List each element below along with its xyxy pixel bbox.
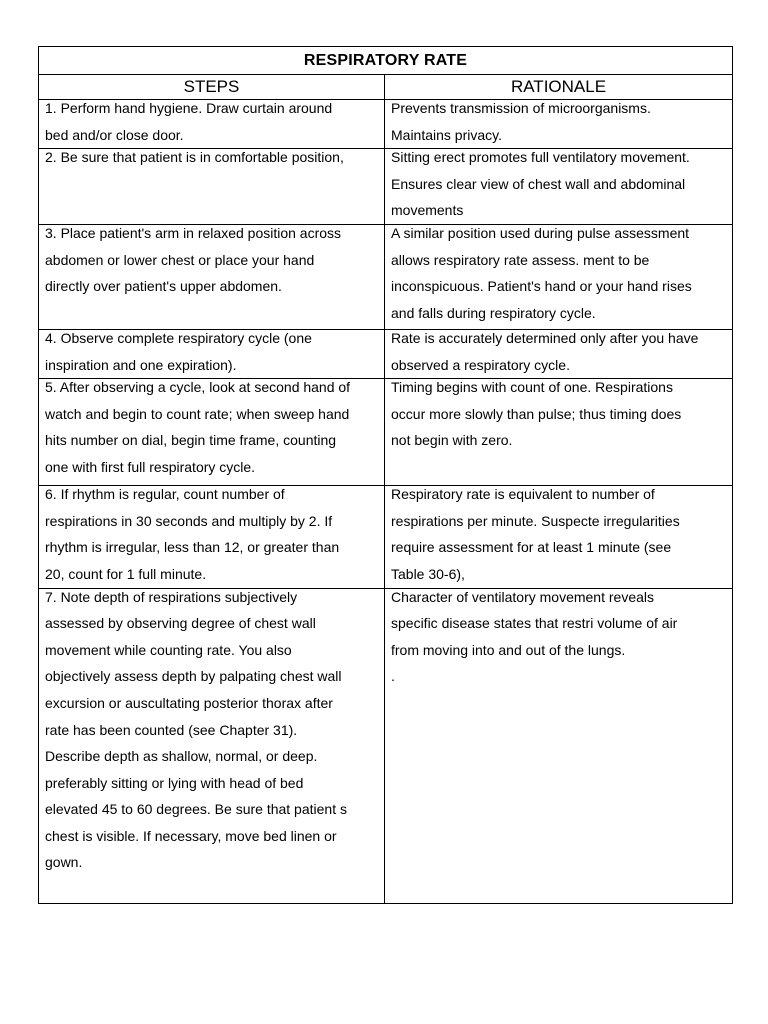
- step-text: 7. Note depth of respirations subjectively assessed by observing degree of chest wall movement while counting rate. You also objectively assess depth by palpating chest wall excursion or auscultating posterior thorax after rate has been counted (see Chapter 31). Describe depth as shallow, normal, or deep. preferably sitting or lying with head of bed elevated 45 to 60 degrees. Be sure that patient s chest is visible. If necessary, move bed linen or gown.: [45, 588, 347, 871]
- step-cell: [39, 588, 385, 903]
- step-cell: [39, 379, 385, 486]
- step-cell: [39, 329, 385, 378]
- table-row: [39, 486, 733, 588]
- table-row: [39, 100, 733, 149]
- rationale-cell: [385, 329, 733, 378]
- table-row: [39, 224, 733, 329]
- table-row: [39, 149, 733, 225]
- steps-header: STEPS: [39, 75, 385, 100]
- table-title: RESPIRATORY RATE: [39, 47, 733, 75]
- rationale-header: RATIONALE: [385, 75, 733, 100]
- step-text: 2. Be sure that patient is in comfortable position,: [45, 149, 344, 166]
- table-row: [39, 588, 733, 903]
- rationale-text: Character of ventilatory movement reveals specific disease states that restri volume of air from moving into and out of the lungs. .: [391, 588, 678, 685]
- rationale-text: Respiratory rate is equivalent to number of respirations per minute. Suspecte irregularities require assessment for at least 1 minute (see Table 30-6),: [391, 486, 680, 582]
- rationale-text: Timing begins with count of one. Respirations occur more slowly than pulse; thus timing does not begin with zero.: [391, 379, 682, 449]
- step-text: 3. Place patient's arm in relaxed position across abdomen or lower chest or place your hand directly over patient's upper abdomen.: [45, 224, 342, 295]
- table-row: [39, 379, 733, 486]
- step-text: 4. Observe complete respiratory cycle (one inspiration and one expiration).: [45, 329, 312, 373]
- table-row: [39, 329, 733, 378]
- rationale-cell: [385, 224, 733, 329]
- step-text: 1. Perform hand hygiene. Draw curtain around bed and/or close door.: [45, 100, 333, 143]
- step-text: 6. If rhythm is regular, count number of respirations in 30 seconds and multiply by 2. If rhythm is irregular, less than 12, or greater than 20, count for 1 full minute.: [45, 486, 340, 582]
- rationale-cell: [385, 149, 733, 225]
- rationale-cell: [385, 588, 733, 903]
- rationale-cell: [385, 486, 733, 588]
- rationale-cell: [385, 100, 733, 149]
- rationale-text: A similar position used during pulse assessment allows respiratory rate assess. ment to be inconspicuous. Patient's hand or your hand rises and falls during respiratory cycle.: [391, 224, 692, 321]
- step-cell: [39, 224, 385, 329]
- title-row: [39, 47, 733, 75]
- rationale-text: Sitting erect promotes full ventilatory movement. Ensures clear view of chest wall and abdominal movements: [391, 149, 690, 219]
- step-cell: [39, 100, 385, 149]
- rationale-text: Prevents transmission of microorganisms. Maintains privacy.: [391, 100, 651, 143]
- rationale-text: Rate is accurately determined only after you have observed a respiratory cycle.: [391, 329, 699, 373]
- step-cell: [39, 149, 385, 225]
- step-text: 5. After observing a cycle, look at second hand of watch and begin to count rate; when sweep hand hits number on dial, begin time frame, counting one with first full respiratory cycle.: [45, 379, 351, 475]
- rationale-cell: [385, 379, 733, 486]
- step-cell: [39, 486, 385, 588]
- respiratory-rate-table: [38, 46, 733, 904]
